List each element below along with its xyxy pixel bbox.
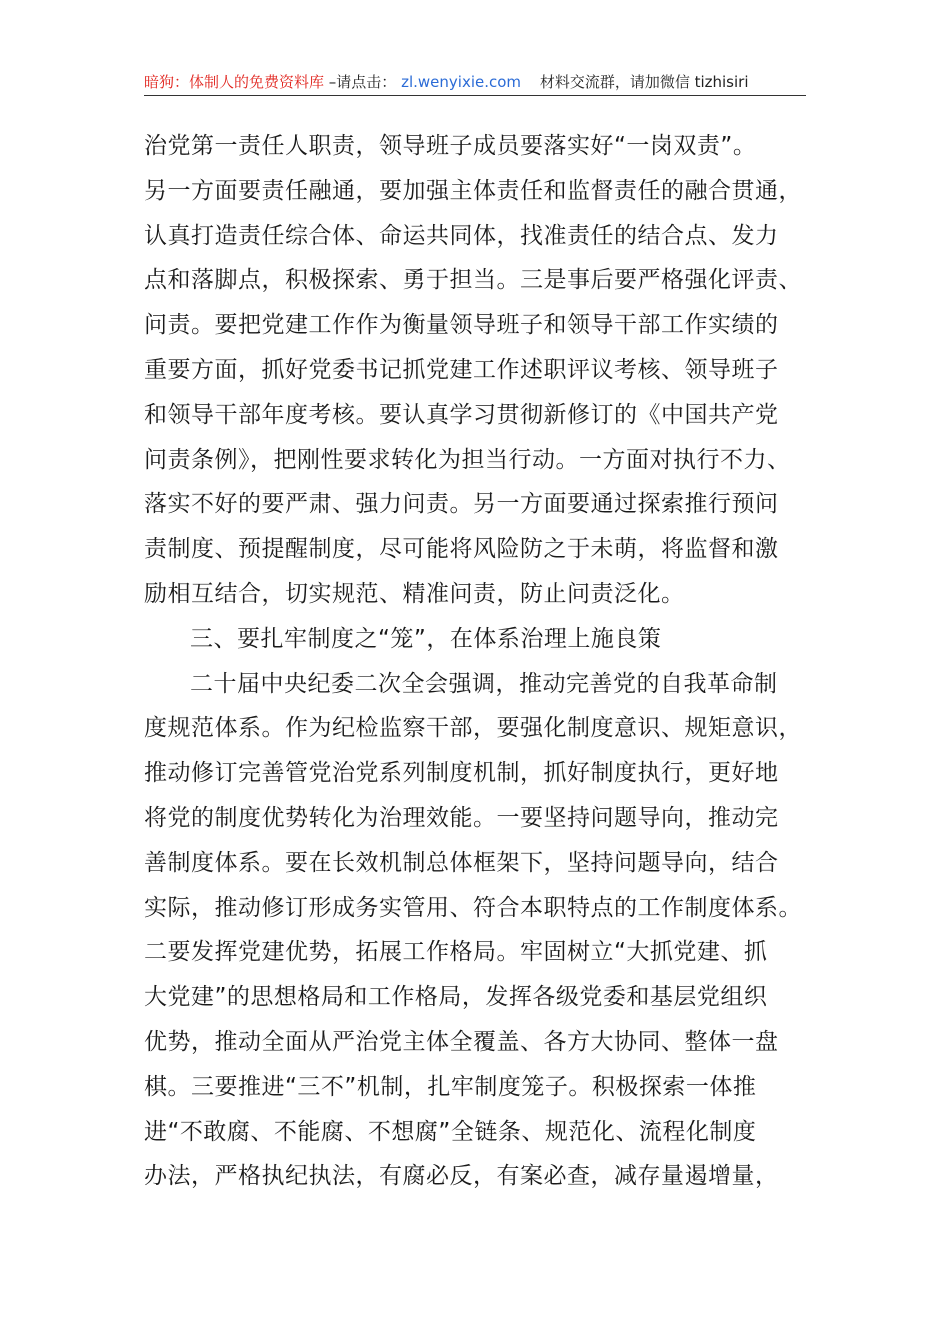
text-line: 进“不敢腐、不能腐、不想腐”全链条、规范化、流程化制度 <box>144 1118 757 1145</box>
text-line: 落实不好的要严肃、强力问责。另一方面要通过探索推行预问 <box>144 491 779 518</box>
header-url-link[interactable]: zl.wenyixie.com <box>401 73 522 91</box>
text-line: 问责条例》，把刚性要求转化为担当行动。一方面对执行不力、 <box>144 446 791 473</box>
text-line: 励相互结合，切实规范、精准问责，防止问责泛化。 <box>144 580 685 607</box>
document-body <box>144 124 814 1199</box>
header-brand: 暗狗：体制人的免费资料库 <box>144 73 325 91</box>
text-line: 棋。三要推进“三不”机制，扎牢制度笼子。积极探索一体推 <box>144 1073 757 1100</box>
section-heading: 三、要扎牢制度之“笼”，在体系治理上施良策 <box>190 625 662 652</box>
text-line: 大党建”的思想格局和工作格局，发挥各级党委和基层党组织 <box>144 984 768 1011</box>
text-line: 认真打造责任综合体、命运共同体，找准责任的结合点、发力 <box>144 222 779 249</box>
header-group-note: 材料交流群，请加微信 tizhisiri <box>539 73 749 91</box>
text-line: 重要方面，抓好党委书记抓党建工作述职评议考核、领导班子 <box>144 356 779 383</box>
text-line: 办法，严格执纪执法，有腐必反，有案必查，减存量遏增量， <box>144 1163 779 1190</box>
text-line: 度规范体系。作为纪检监察干部，要强化制度意识、规矩意识， <box>144 715 802 742</box>
header-divider <box>144 95 806 96</box>
text-line: 将党的制度优势转化为治理效能。一要坚持问题导向，推动完 <box>144 804 779 831</box>
text-line: 另一方面要责任融通，要加强主体责任和监督责任的融合贯通， <box>144 177 802 204</box>
text-line: 二十届中央纪委二次全会强调，推动完善党的自我革命制 <box>190 670 778 697</box>
text-line: 责制度、预提醒制度，尽可能将风险防之于未萌，将监督和激 <box>144 536 779 563</box>
text-line: 善制度体系。要在长效机制总体框架下，坚持问题导向，结合 <box>144 849 779 876</box>
header-click-prompt: –请点击： <box>328 73 397 91</box>
page-header <box>144 70 806 94</box>
text-line: 和领导干部年度考核。要认真学习贯彻新修订的《中国共产党 <box>144 401 779 428</box>
text-line: 实际，推动修订形成务实管用、符合本职特点的工作制度体系。 <box>144 894 802 921</box>
text-line: 优势，推动全面从严治党主体全覆盖、各方大协同、整体一盘 <box>144 1028 779 1055</box>
text-line: 二要发挥党建优势，拓展工作格局。牢固树立“大抓党建、抓 <box>144 939 768 966</box>
text-line: 问责。要把党建工作作为衡量领导班子和领导干部工作实绩的 <box>144 312 779 339</box>
text-line: 点和落脚点，积极探索、勇于担当。三是事后要严格强化评责、 <box>144 267 802 294</box>
text-line: 推动修订完善管党治党系列制度机制，抓好制度执行，更好地 <box>144 760 779 787</box>
text-line: 治党第一责任人职责，领导班子成员要落实好“一岗双责”。 <box>144 133 757 159</box>
